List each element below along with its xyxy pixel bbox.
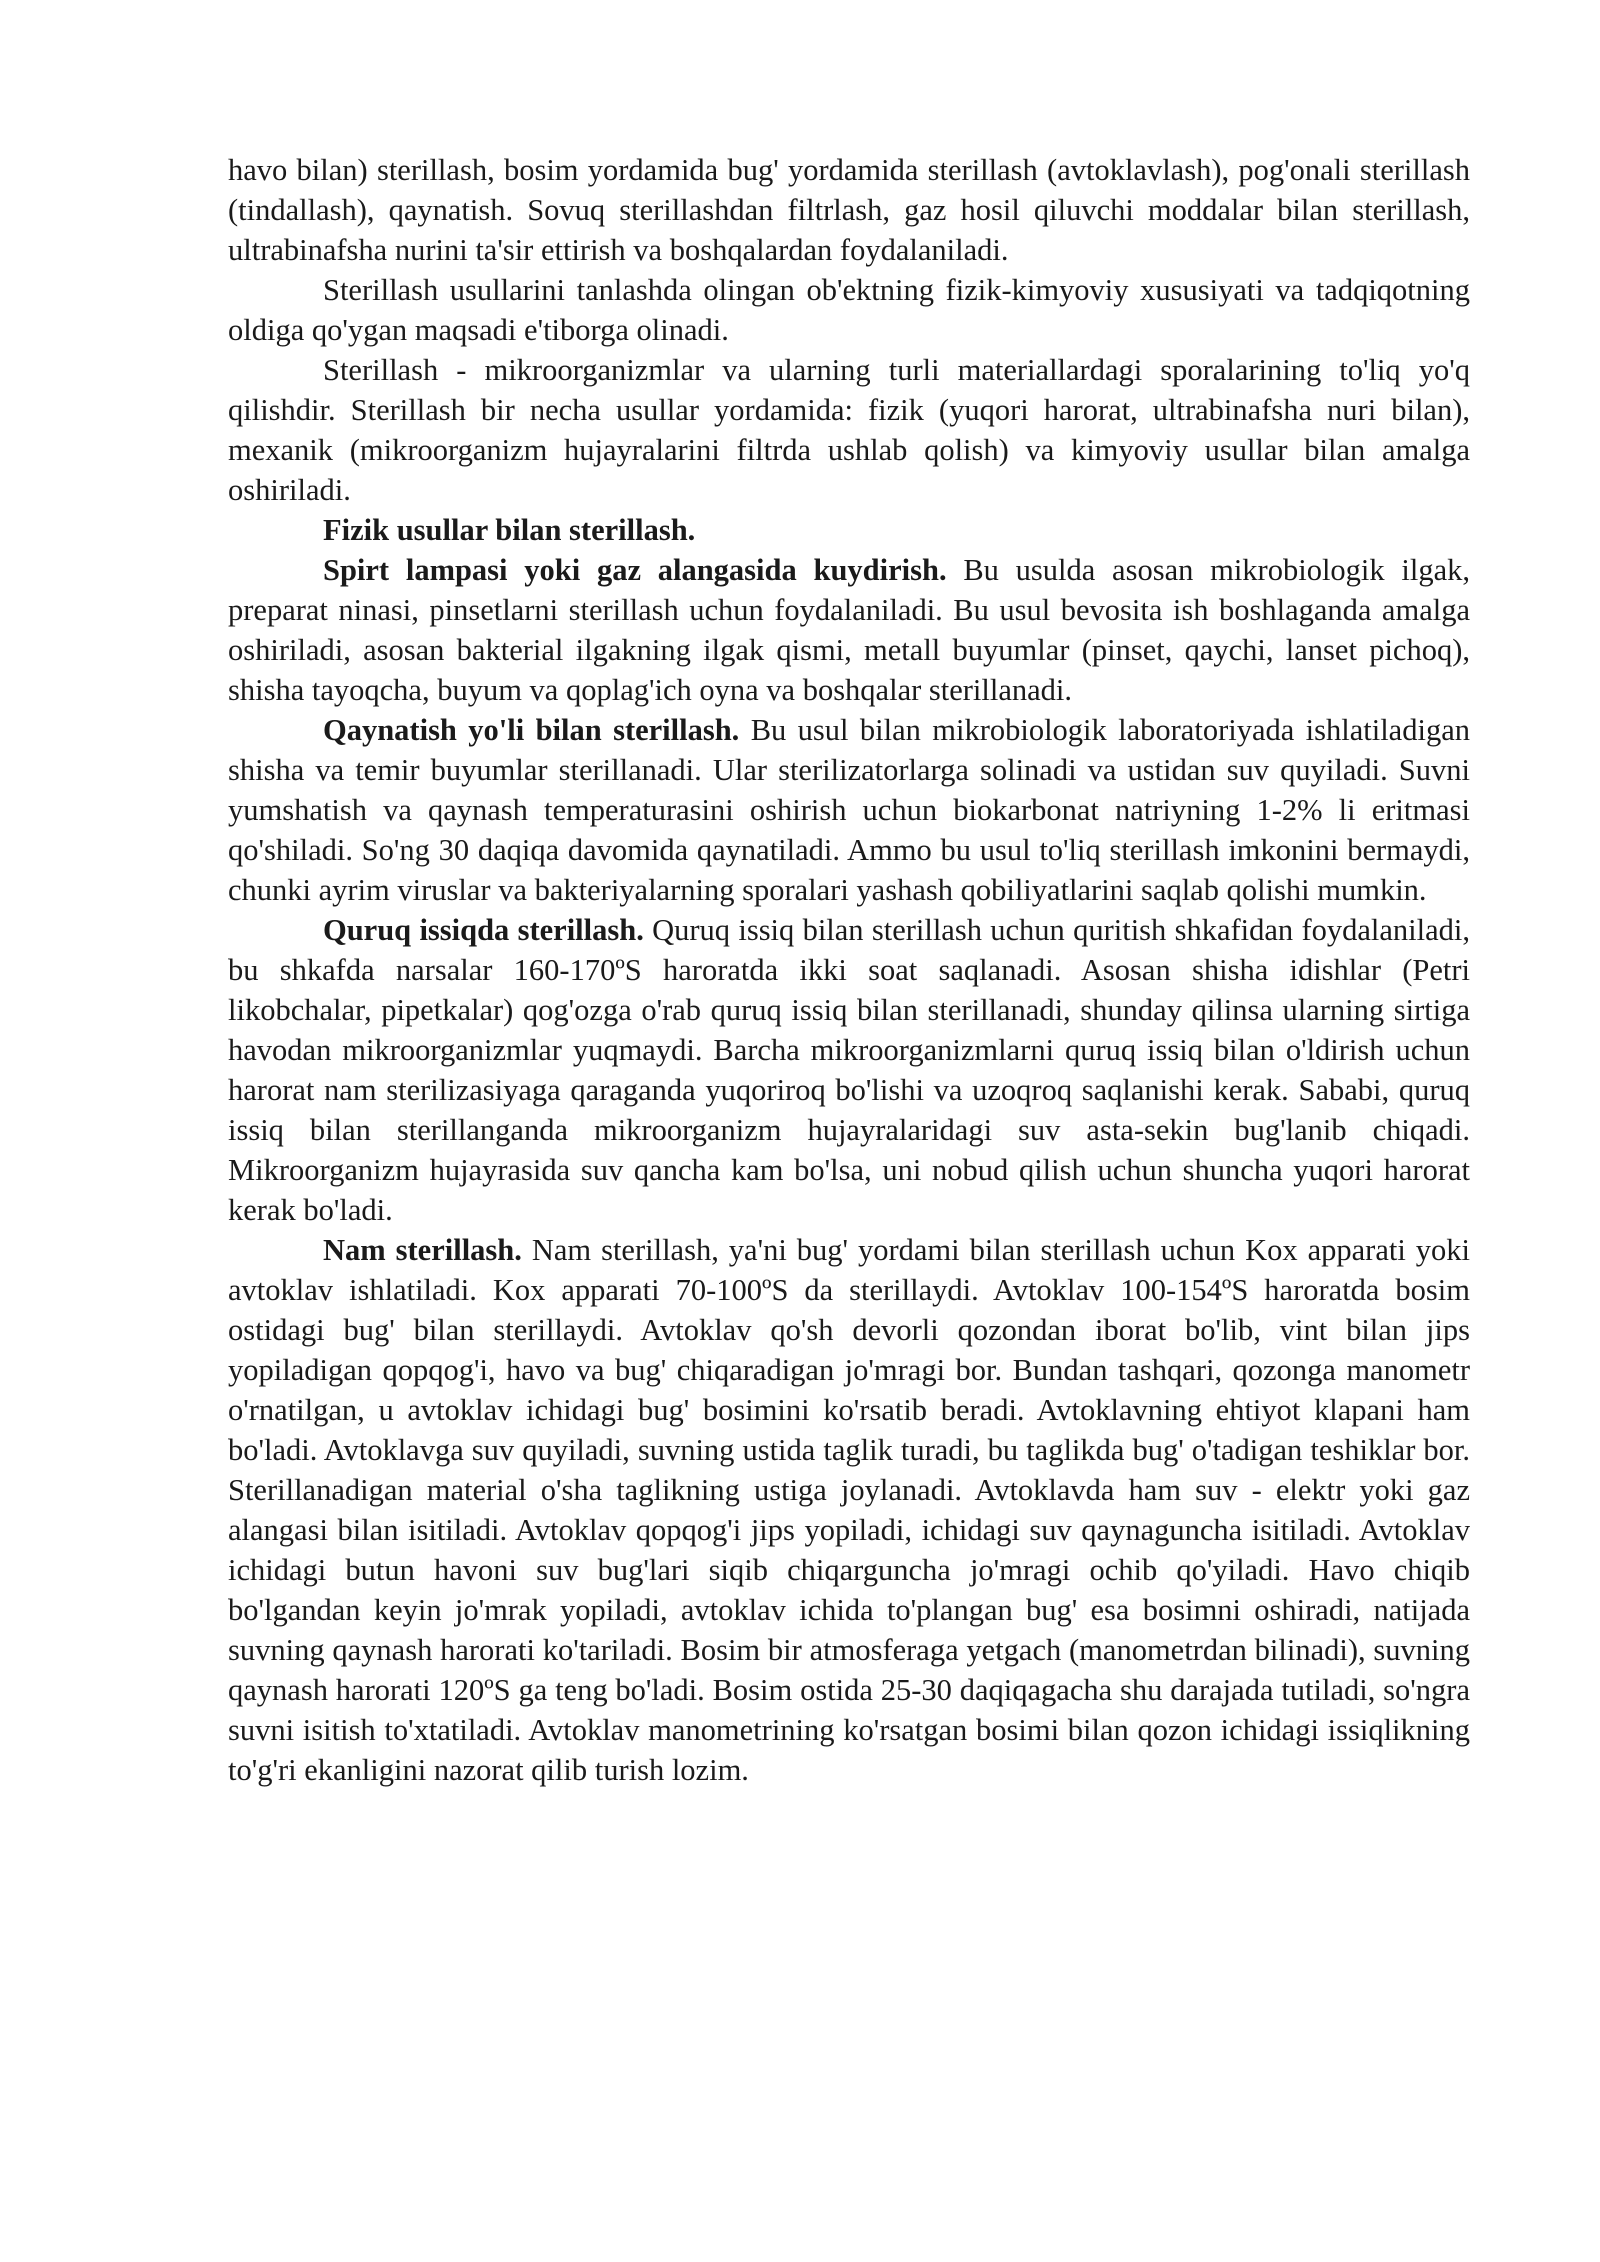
paragraph-text: Bu usul bilan mikrobiologik laboratoriyada ishlatiladigan shisha va temir buyumlar sterillanadi. Ular sterilizatorlarga solinadi va ustidan suv quyiladi. Suvni yumshatish va qaynash temperaturasini oshirish uchun biokarbonat natriyning 1-2% li eritmasi qo'shiladi. So'ng 30 daqiqa davomida qaynatiladi. Ammo bu usul to'liq sterillash imkonini bermaydi, chunki ayrim viruslar va bakteriyalarning sporalari yashash qobiliyatlarini saqlab qolishi mumkin. — [228, 713, 1470, 907]
paragraph-lead: Quruq issiqda sterillash. — [323, 913, 644, 947]
paragraph-lead: Qaynatish yo'li bilan sterillash. — [323, 713, 740, 747]
paragraph-text: Sterillash - mikroorganizmlar va ularning turli materiallardagi sporalarining to'liq yo'q qilishdir. Sterillash bir necha usullar yordamida: fizik (yuqori harorat, ultrabinafsha nuri bilan), mexanik (mikroorganizm hujayralarini filtrda ushlab qolish) va kimyoviy usullar bilan amalga oshiriladi. — [228, 353, 1470, 507]
document-page — [228, 150, 1470, 1790]
paragraph-dry-heat-sterilization — [228, 910, 1470, 1230]
paragraph-lead: Nam sterillash. — [323, 1233, 522, 1267]
paragraph-intro-continued — [228, 150, 1470, 270]
paragraph-boiling-sterilization — [228, 710, 1470, 910]
paragraph-text: Quruq issiq bilan sterillash uchun quritish shkafidan foydalaniladi, bu shkafda narsalar 160-170ºS haroratda ikki soat saqlanadi. Asosan shisha idishlar (Petri likobchalar, pipetkalar) qog'ozga o'rab quruq issiq bilan sterillanadi, shunday qilinsa ularning sirtiga havodan mikroorganizmlar yuqmaydi. Barcha mikroorganizmlarni quruq issiq bilan o'ldirish uchun harorat nam sterilizasiyaga qaraganda yuqoriroq bo'lishi va uzoqroq saqlanishi kerak. Sababi, quruq issiq bilan sterillanganda mikroorganizm hujayralaridagi suv asta-sekin bug'lanib chiqadi. Mikroorganizm hujayrasida suv qancha kam bo'lsa, uni nobud qilish uchun shuncha yuqori harorat kerak bo'ladi. — [228, 913, 1470, 1227]
paragraph-text: havo bilan) sterillash, bosim yordamida bug' yordamida sterillash (avtoklavlash), pog'onali sterillash (tindallash), qaynatish. Sovuq sterillashdan filtrlash, gaz hosil qiluvchi moddalar bilan sterillash, ultrabinafsha nurini ta'sir ettirish va boshqalardan foydalaniladi. — [228, 153, 1470, 267]
section-heading-physical-methods — [228, 510, 1470, 550]
paragraph-method-selection — [228, 270, 1470, 350]
paragraph-moist-sterilization — [228, 1230, 1470, 1790]
heading-text: Fizik usullar bilan sterillash. — [323, 513, 696, 547]
paragraph-sterilization-definition — [228, 350, 1470, 510]
paragraph-flame-sterilization — [228, 550, 1470, 710]
paragraph-text: Sterillash usullarini tanlashda olingan ob'ektning fizik-kimyoviy xususiyati va tadqiqotning oldiga qo'ygan maqsadi e'tiborga olinadi. — [228, 273, 1470, 347]
paragraph-lead: Spirt lampasi yoki gaz alangasida kuydirish. — [323, 553, 947, 587]
paragraph-text: Bu usulda asosan mikrobiologik ilgak, preparat ninasi, pinsetlarni sterillash uchun foydalaniladi. Bu usul bevosita ish boshlaganda amalga oshiriladi, asosan bakterial ilgakning ilgak qismi, metall buyumlar (pinset, qaychi, lanset pichoq), shisha tayoqcha, buyum va qoplag'ich oyna va boshqalar sterillanadi. — [228, 553, 1470, 707]
paragraph-text: Nam sterillash, ya'ni bug' yordami bilan sterillash uchun Kox apparati yoki avtoklav ishlatiladi. Kox apparati 70-100ºS da sterillaydi. Avtoklav 100-154ºS haroratda bosim ostidagi bug' bilan sterillaydi. Avtoklav qo'sh devorli qozondan iborat bo'lib, vint bilan jips yopiladigan qopqog'i, havo va bug' chiqaradigan jo'mragi bor. Bundan tashqari, qozonga manometr o'rnatilgan, u avtoklav ichidagi bug' bosimini ko'rsatib beradi. Avtoklavning ehtiyot klapani ham bo'ladi. Avtoklavga suv quyiladi, suvning ustida taglik turadi, bu taglikda bug' o'tadigan teshiklar bor. Sterillanadigan material o'sha taglikning ustiga joylanadi. Avtoklavda ham suv - elektr yoki gaz alangasi bilan isitiladi. Avtoklav qopqog'i jips yopiladi, ichidagi suv qaynaguncha isitiladi. Avtoklav ichidagi butun havoni suv bug'lari siqib chiqarguncha jo'mragi ochib qo'yiladi. Havo chiqib bo'lgandan keyin jo'mrak yopiladi, avtoklav ichida to'plangan bug' esa bosimni oshiradi, natijada suvning qaynash harorati ko'tariladi. Bosim bir atmosferaga yetgach (manometrdan bilinadi), suvning qaynash harorati 120ºS ga teng bo'ladi. Bosim ostida 25-30 daqiqagacha shu darajada tutiladi, so'ngra suvni isitish to'xtatiladi. Avtoklav manometrining ko'rsatgan bosimi bilan qozon ichidagi issiqlikning to'g'ri ekanligini nazorat qilib turish lozim. — [228, 1233, 1470, 1787]
